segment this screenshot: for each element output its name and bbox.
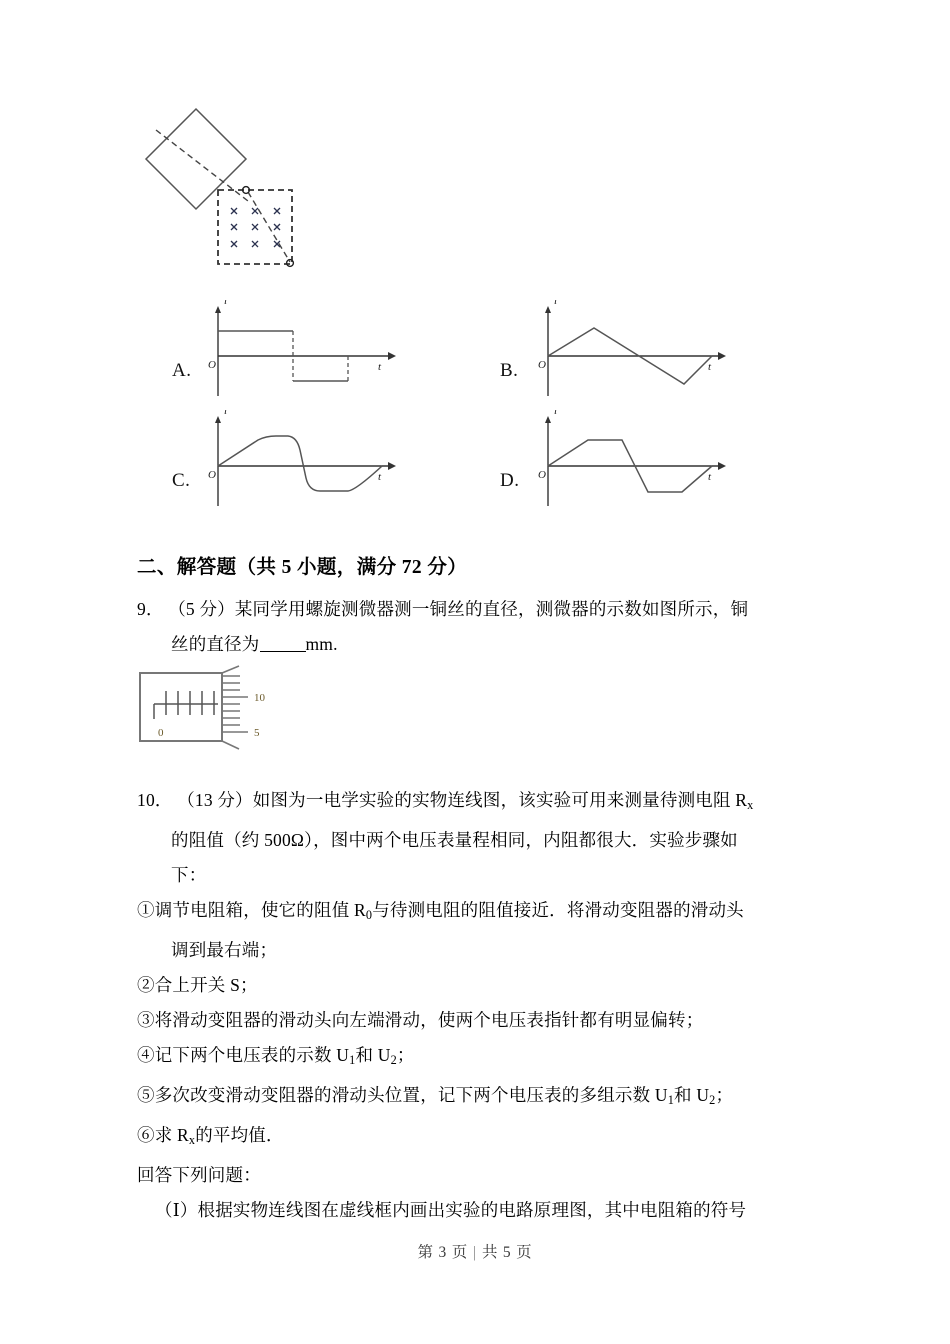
- graph-c-y-label: i: [224, 410, 228, 417]
- graph-a-origin-label: O: [208, 359, 216, 371]
- field-into-page-marks: [231, 208, 280, 247]
- section-heading: 二、解答题（共 5 小题，满分 72 分）: [137, 557, 468, 578]
- option-label-d: D.: [500, 470, 520, 491]
- option-label-a: A.: [172, 360, 192, 381]
- voltage-1-subscript: 1: [349, 1053, 356, 1068]
- answer-prompt: 回答下列问题：: [137, 1165, 261, 1186]
- option-graph-a: [196, 300, 426, 400]
- question-10-line-1: 如图为一电学实验的实物连线图，该实验可用来测量待测电阻 R: [252, 790, 748, 810]
- micrometer-drum-label-5: 5: [254, 727, 260, 739]
- page-footer: [0, 1240, 950, 1262]
- footer-total-pages: 共 5 页: [481, 1244, 533, 1261]
- step-4-part-a: ④记下两个电压表的示数 U: [137, 1045, 350, 1066]
- step-1-part-b: 与待测电阻的阻值接近．将滑动变阻器的滑动头: [372, 900, 744, 921]
- graph-b-x-label: t: [708, 361, 712, 373]
- x-axis-arrow: [388, 352, 396, 360]
- graph-d-svg: [526, 410, 756, 510]
- sub-question-1: （Ⅰ）根据实物连线图在虚线框内画出实验的电路原理图，其中电阻箱的符号: [155, 1200, 747, 1221]
- coil-axis-dashed-line: [156, 130, 248, 201]
- graph-a-svg: [196, 300, 426, 400]
- micrometer-svg: [136, 664, 296, 752]
- resistance-x-subscript: x: [747, 798, 754, 813]
- graph-b-origin-label: O: [538, 359, 546, 371]
- x-axis-arrow: [388, 462, 396, 470]
- step-1-continuation: 调到最右端；: [171, 940, 278, 961]
- step-6-part-b: 的平均值．: [195, 1125, 284, 1146]
- pivot-point-bottom: [287, 260, 294, 267]
- rounded-trapezoid-waveform: [218, 436, 382, 491]
- answer-blank[interactable]: [260, 636, 306, 652]
- voltage-2-subscript-b: 2: [709, 1093, 716, 1108]
- graph-a-x-label: t: [378, 361, 382, 373]
- question-9-unit: mm.: [305, 634, 338, 654]
- step-3: ③将滑动变阻器的滑动头向左端滑动，使两个电压表指针都有明显偏转；: [137, 1010, 704, 1031]
- graph-d-x-label: t: [708, 471, 712, 483]
- footer-separator: |: [473, 1244, 477, 1261]
- graph-b-y-label: i: [554, 300, 558, 307]
- y-axis-arrow: [215, 416, 221, 423]
- step-5-part-c: ；: [715, 1085, 734, 1106]
- coil-square-outline: [146, 109, 246, 209]
- graph-d-y-label: i: [554, 410, 558, 417]
- step-4-part-b: 和 U: [355, 1045, 391, 1066]
- y-axis-arrow: [545, 306, 551, 313]
- option-label-c: C.: [172, 470, 191, 491]
- graph-d-origin-label: O: [538, 469, 546, 481]
- figure-coil-in-magnetic-field: [138, 104, 338, 279]
- question-9-points: （5 分）: [168, 599, 235, 619]
- option-label-b: B.: [500, 360, 519, 381]
- graph-b-svg: [526, 300, 756, 400]
- question-10-points: （13 分）: [177, 790, 253, 810]
- question-9-line-1: 某同学用螺旋测微器测一铜丝的直径，测微器的示数如图所示，铜: [234, 599, 749, 619]
- footer-current-page: 第 3 页: [417, 1244, 469, 1261]
- y-axis-arrow: [215, 306, 221, 313]
- option-graph-b: [526, 300, 756, 400]
- question-10-line-3: 下：: [171, 865, 207, 886]
- voltage-2-subscript: 2: [390, 1053, 397, 1068]
- step-2-part-a: ②合上开关 S: [137, 975, 241, 996]
- step-4-part-c: ；: [396, 1045, 415, 1066]
- main-scale-lower-ticks: [154, 704, 214, 719]
- question-10-line-2: 的阻值（约 500Ω），图中两个电压表量程相同，内阻都很大．实验步骤如: [171, 830, 738, 851]
- resistance-zero-subscript: 0: [365, 908, 373, 923]
- y-axis-arrow: [545, 416, 551, 423]
- graph-c-svg: [196, 410, 426, 510]
- question-9-block: [137, 592, 837, 662]
- main-scale-upper-ticks: [166, 691, 214, 704]
- question-9-number: 9．: [137, 599, 164, 619]
- thimble-edge-top: [222, 666, 239, 673]
- micrometer-drum-label-10: 10: [254, 692, 265, 704]
- thimble-edge-bottom: [222, 741, 239, 749]
- step-1-part-a: ①调节电阻箱，使它的阻值 R: [137, 900, 366, 921]
- step-5-part-a: ⑤多次改变滑动变阻器的滑动头位置，记下两个电压表的多组示数 U: [137, 1085, 668, 1106]
- step-5-part-b: 和 U: [674, 1085, 710, 1106]
- x-axis-arrow: [718, 462, 726, 470]
- question-10-number: 10．: [137, 790, 173, 810]
- micrometer-main-scale-zero-label: 0: [158, 727, 164, 739]
- voltage-1-subscript-b: 1: [667, 1093, 675, 1108]
- question-9-line-2: 丝的直径为: [171, 634, 260, 654]
- resistance-x-subscript-b: x: [188, 1133, 196, 1148]
- thimble-scale-ticks: [222, 676, 248, 732]
- option-graph-c: [196, 410, 426, 510]
- step-2-part-b: ；: [240, 975, 258, 996]
- question-10-block: [137, 783, 837, 1228]
- figure-micrometer: [136, 664, 296, 752]
- micrometer-sleeve-body: [140, 673, 222, 741]
- step-6-part-a: ⑥求 R: [137, 1125, 189, 1146]
- graph-c-x-label: t: [378, 471, 382, 483]
- graph-a-y-label: i: [224, 300, 228, 307]
- coil-field-svg: [138, 104, 338, 279]
- x-axis-arrow: [718, 352, 726, 360]
- graph-c-origin-label: O: [208, 469, 216, 481]
- option-graph-d: [526, 410, 756, 510]
